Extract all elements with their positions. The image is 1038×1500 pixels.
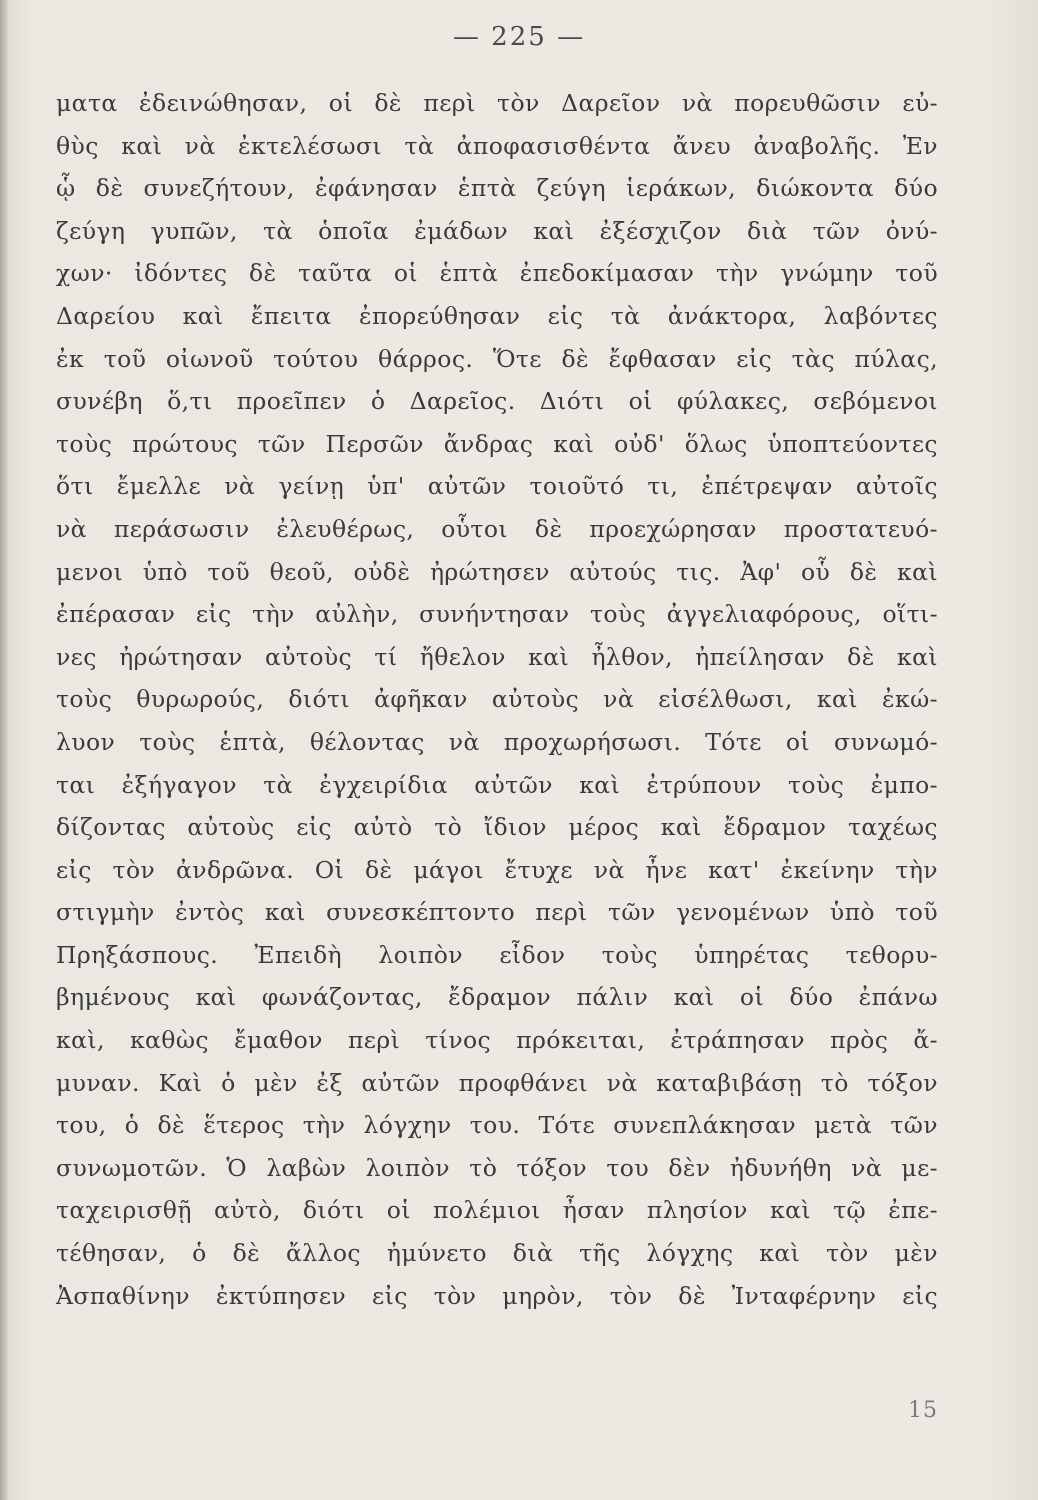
- body-text: [56, 82, 938, 1317]
- text-line: Ἀσπαθίνην ἐκτύπησεν εἰς τὸν μηρὸν, τὸν δὲ Ἰνταφέρνην εἰς: [56, 1281, 938, 1310]
- text-line: του, ὁ δὲ ἕτερος τὴν λόγχην του. Τότε συνεπλάκησαν μετὰ τῶν: [56, 1111, 938, 1140]
- text-line: μυναν. Καὶ ὁ μὲν ἐξ αὐτῶν προφθάνει νὰ καταβιβάσῃ τὸ τόξον: [56, 1068, 938, 1097]
- text-line: ἐκ τοῦ οἰωνοῦ τούτου θάρρος. Ὅτε δὲ ἔφθασαν εἰς τὰς πύλας,: [56, 344, 938, 373]
- text-line: χων· ἰδόντες δὲ ταῦτα οἱ ἑπτὰ ἐπεδοκίμασαν τὴν γνώμην τοῦ: [56, 259, 938, 288]
- text-line: ται ἐξήγαγον τὰ ἐγχειρίδια αὐτῶν καὶ ἐτρύπουν τοὺς ἐμπο-: [56, 770, 938, 799]
- text-line: βημένους καὶ φωνάζοντας, ἔδραμον πάλιν καὶ οἱ δύο ἐπάνω: [56, 983, 938, 1012]
- signature-mark: 15: [908, 1398, 938, 1423]
- page-spine-shadow: [0, 0, 8, 1500]
- text-line: ταχειρισθῇ αὐτὸ, διότι οἱ πολέμιοι ἦσαν πλησίον καὶ τῷ ἐπε-: [56, 1196, 938, 1225]
- text-line: ζεύγη γυπῶν, τὰ ὁποῖα ἐμάδων καὶ ἐξέσχιζον διὰ τῶν ὀνύ-: [56, 216, 938, 245]
- text-line: συνέβη ὅ,τι προεῖπεν ὁ Δαρεῖος. Διότι οἱ φύλακες, σεβόμενοι: [56, 387, 938, 416]
- text-line: θὺς καὶ νὰ ἐκτελέσωσι τὰ ἀποφασισθέντα ἄνευ ἀναβολῆς. Ἐν: [56, 131, 938, 160]
- text-line: στιγμὴν ἐντὸς καὶ συνεσκέπτοντο περὶ τῶν γενομένων ὑπὸ τοῦ: [56, 898, 938, 927]
- text-line: τοὺς θυρωρούς, διότι ἀφῆκαν αὐτοὺς νὰ εἰσέλθωσι, καὶ ἐκώ-: [56, 685, 938, 714]
- text-line: τέθησαν, ὁ δὲ ἄλλος ἠμύνετο διὰ τῆς λόγχης καὶ τὸν μὲν: [56, 1239, 938, 1268]
- text-line: Δαρείου καὶ ἔπειτα ἐπορεύθησαν εἰς τὰ ἀνάκτορα, λαβόντες: [56, 301, 938, 330]
- text-line: ἐπέρασαν εἰς τὴν αὐλὴν, συνήντησαν τοὺς ἀγγελιαφόρους, οἵτι-: [56, 600, 938, 629]
- text-line: ματα ἐδεινώθησαν, οἱ δὲ περὶ τὸν Δαρεῖον νὰ πορευθῶσιν εὐ-: [56, 89, 938, 117]
- text-line: νὰ περάσωσιν ἐλευθέρως, οὗτοι δὲ προεχώρησαν προστατευό-: [56, 514, 938, 543]
- text-line: Πρηξάσπους. Ἐπειδὴ λοιπὸν εἶδον τοὺς ὑπηρέτας τεθορυ-: [56, 940, 938, 969]
- text-line: καὶ, καθὼς ἔμαθον περὶ τίνος πρόκειται, ἐτράπησαν πρὸς ἄ-: [56, 1026, 938, 1055]
- text-line: τοὺς πρώτους τῶν Περσῶν ἄνδρας καὶ οὐδ' ὅλως ὑποπτεύοντες: [56, 429, 938, 458]
- text-line: συνωμοτῶν. Ὁ λαβὼν λοιπὸν τὸ τόξον του δὲν ἠδυνήθη νὰ με-: [56, 1153, 938, 1182]
- page-number: — 225 —: [452, 22, 586, 52]
- text-line: δίζοντας αὐτοὺς εἰς αὐτὸ τὸ ἴδιον μέρος καὶ ἔδραμον ταχέως: [56, 813, 938, 842]
- text-line: λυον τοὺς ἑπτὰ, θέλοντας νὰ προχωρήσωσι. Τότε οἱ συνωμό-: [56, 727, 938, 756]
- text-line: νες ἠρώτησαν αὐτοὺς τί ἤθελον καὶ ἦλθον, ἠπείλησαν δὲ καὶ: [56, 642, 938, 671]
- text-line: εἰς τὸν ἀνδρῶνα. Οἱ δὲ μάγοι ἔτυχε νὰ ἦνε κατ' ἐκείνην τὴν: [56, 855, 938, 884]
- text-line: ὅτι ἔμελλε νὰ γείνῃ ὑπ' αὐτῶν τοιοῦτό τι, ἐπέτρεψαν αὐτοῖς: [56, 472, 938, 501]
- text-line: ᾧ δὲ συνεζήτουν, ἐφάνησαν ἑπτὰ ζεύγη ἱεράκων, διώκοντα δύο: [56, 174, 938, 203]
- text-line: μενοι ὑπὸ τοῦ θεοῦ, οὐδὲ ἠρώτησεν αὐτούς τις. Ἀφ' οὗ δὲ καὶ: [56, 557, 938, 586]
